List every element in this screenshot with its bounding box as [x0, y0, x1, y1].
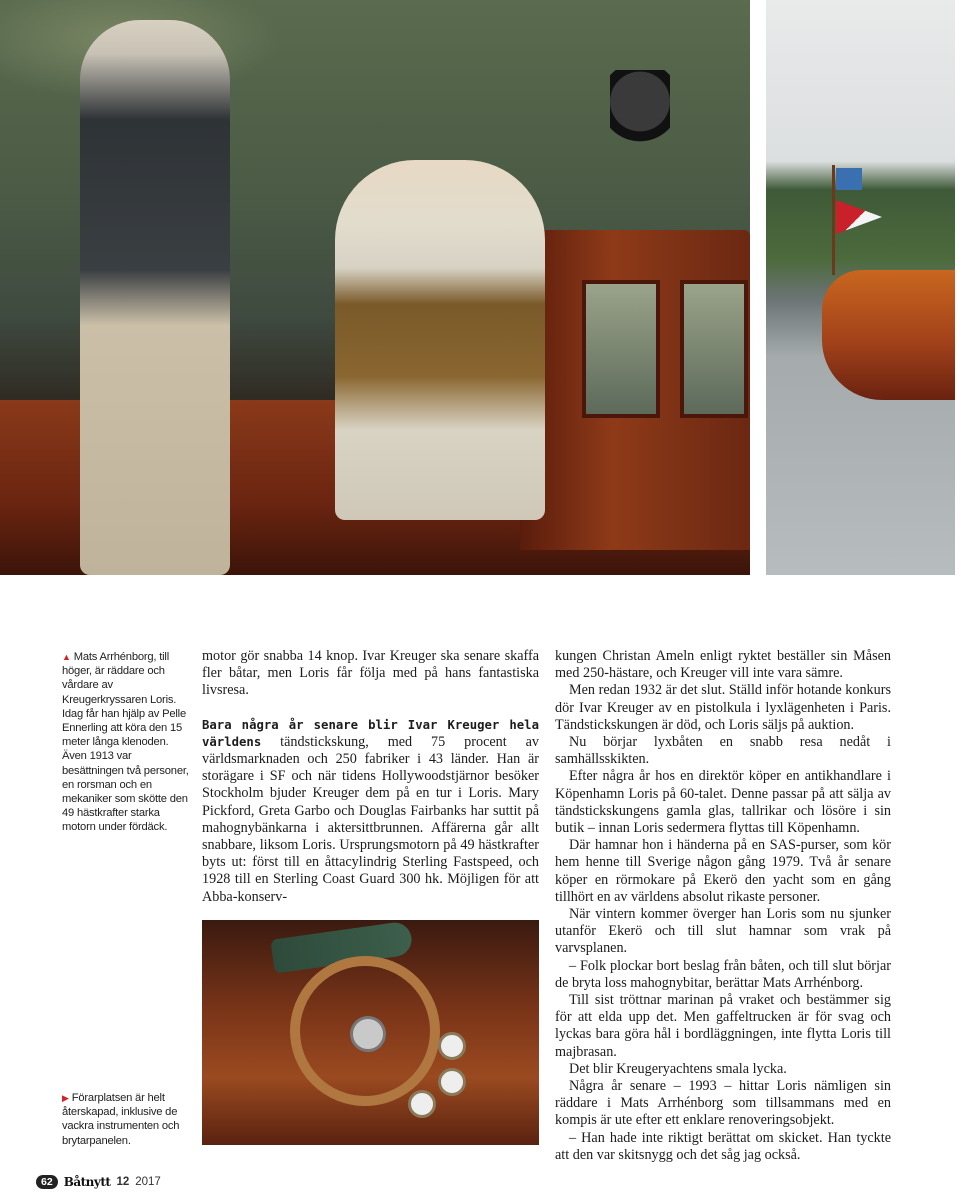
caption-bottom-text: Förarplatsen är helt återskapad, inklusive de vackra instrumenten och brytarpanelen. — [62, 1092, 180, 1147]
person-right — [335, 160, 545, 520]
gauge — [438, 1032, 466, 1060]
paragraph: Några år senare – 1993 – hittar Loris nämligen sin räddare i Mats Arrhénborg som tillsammans med en kompis är ute efter ett enklare renoveringsobjekt. — [555, 1078, 891, 1129]
boat-bow — [822, 270, 955, 400]
caption-top — [62, 650, 190, 835]
article-column-2 — [555, 648, 891, 1164]
page-footer — [36, 1174, 161, 1190]
boat-cabin — [520, 230, 750, 550]
lead-in: Bara några år senare blir Ivar Kreuger hela världens — [202, 717, 539, 749]
flag-blue — [836, 168, 862, 190]
issue-year: 2017 — [135, 1176, 161, 1188]
person-left — [80, 20, 230, 575]
paragraph: Efter några år hos en direktör köper en antikhandlare i Köpenhamn Loris på 60-talet. Denne passar på att sälja av tändstickskungens gamla glas, tallrikar och lösöre i sin butik – innan Loris sedermera flyttas till Köpenhamn. — [555, 768, 891, 837]
pennant-flag — [836, 200, 882, 234]
paragraph-lead — [202, 717, 539, 906]
paragraph: Det blir Kreugeryachtens smala lycka. — [569, 1060, 787, 1077]
flagpole — [832, 165, 835, 275]
paragraph: – Han hade inte riktigt berättat om skicket. Han tyckte att den var skitsnygg och det såg jag också. — [555, 1129, 891, 1163]
paragraph: Där hamnar hon i händerna på en SAS-purser, som kör hem henne till Sverige någon gång 1979. Två år senare köper en rörmokare på Ekerö den yacht som en gång tillhört en av världens absolut rikaste personer. — [555, 837, 891, 905]
paragraph: kungen Christan Ameln enligt ryktet beställer sin Måsen med 250-hästare, och Kreuger vill inte vara sämre. — [555, 648, 891, 682]
searchlight — [610, 70, 670, 160]
page-number: 62 — [36, 1175, 58, 1189]
triangle-up-icon: ▲ — [62, 652, 71, 662]
paragraph: Men redan 1932 är det slut. Ställd inför hotande konkurs dör Ivar Kreuger av en pistolkula i lyxlägenheten i Paris. Tändstickskungen är död, och Loris säljs på auktion. — [555, 682, 891, 733]
paragraph: Till sist tröttnar marinan på vraket och bestämmer sig för att elda upp det. Men gaffeltrucken är för svag och lyckas bara göra hål i bordläggningen, inte flytta Loris till majbrasan. — [555, 992, 891, 1060]
gauge — [438, 1068, 466, 1096]
cabin-window — [582, 280, 660, 418]
caption-bottom — [62, 1091, 186, 1148]
gauge — [408, 1090, 436, 1118]
boat-side-photo — [766, 0, 955, 575]
triangle-right-icon: ▶ — [62, 1093, 69, 1103]
paragraph: motor gör snabba 14 knop. Ivar Kreuger ska senare skaffa fler båtar, men Loris får följa med på hans fantastiska livsresa. — [202, 648, 539, 699]
paragraph-text: tändstickskung, med 75 procent av världsmarknaden och 250 fabriker i 43 länder. Han är storägare i SF och när tidens Hollywoodstjärnor besöker Stockholm bjuder Kreuger dem på en tur i Loris. Mary Pickford, Greta Garbo och Douglas Fairbanks har suttit på mahognybänkarna i aktersittbrunnen. Affärerna går allt snabbare, liksom Loris. Ursprungsmotorn på 49 hästkrafter byts ut: först till en åttacylindrig Sterling Fastspeed, och 1928 till en Sterling Coast Guard 300 hk. Möjligen för att Abba-konserv- — [202, 733, 539, 905]
cabin-window — [680, 280, 748, 418]
paragraph: Nu börjar lyxbåten en snabb resa nedåt i samhällsskikten. — [555, 734, 891, 768]
issue-number: 12 — [116, 1176, 130, 1188]
magazine-logo: Båtnytt — [63, 1175, 111, 1189]
paragraph: – Folk plockar bort beslag från båten, och till slut börjar de bryta loss mahognybitar, berättar Mats Arrhénborg. — [555, 957, 891, 991]
caption-top-text: Mats Arrhénborg, till höger, är räddare och vårdare av Kreugerkryssaren Loris. Idag får han hjälp av Pelle Ennerling att köra den 15 meter långa klenoden. Även 1913 var besättningen två personer, en rorsman och en mekaniker som skötte den 49 hästkrafter starka motorn under fördäck. — [62, 651, 189, 834]
main-photo — [0, 0, 750, 575]
helm-photo — [202, 920, 539, 1145]
article-column-1 — [202, 648, 539, 906]
wheel-hub — [350, 1016, 386, 1052]
paragraph: När vintern kommer överger han Loris som nu sjunker utanför Ekerö och till slut hamnar som vrak på varvsplanen. — [555, 906, 891, 957]
